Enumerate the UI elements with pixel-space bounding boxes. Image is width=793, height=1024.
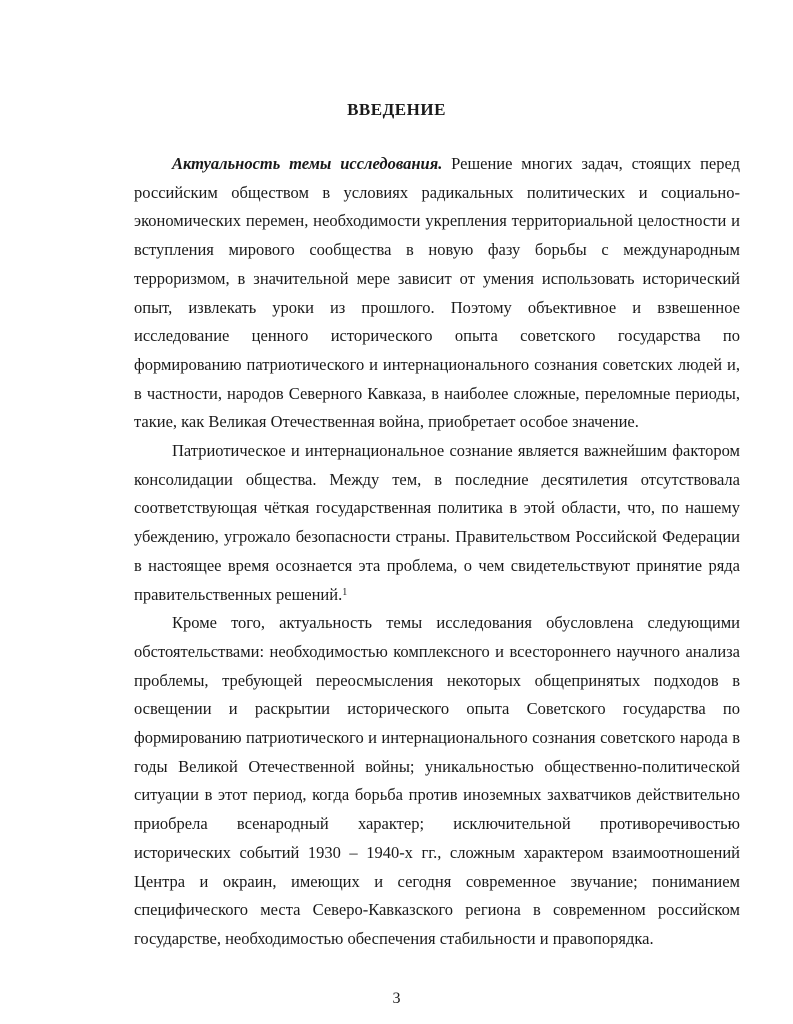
paragraph-text: Кроме того, актуальность темы исследования обусловлена следующими обстоятельствами: необходимостью комплексного и всестороннего научного анализа проблемы, требующей переосмысления некоторых общепринятых подходов в освещении и раскрытии исторического опыта Советского государства по формированию патриотического и интернационального сознания советского народа в годы Великой Отечественной войны; уникальностью общественно-политической ситуации в этот период, когда борьба против иноземных захватчиков действительно приобрела всенародный характер; исключительной противоречивостью исторических событий 1930 – 1940-х гг., сложным характером взаимоотношений Центра и окраин, имеющих и сегодня современное звучание; пониманием специфического места Северо-Кавказского региона в современном российском государстве, необходимостью обеспечения стабильности и правопорядка. [134, 613, 740, 948]
paragraph-consolidation [134, 437, 740, 609]
section-heading: ВВЕДЕНИЕ [347, 100, 446, 119]
footnote-reference: 1 [342, 586, 348, 598]
paragraph-text: Решение многих задач, стоящих перед российским обществом в условиях радикальных политических и социально-экономических перемен, необходимости укрепления территориальной целостности и вступления мирового сообщества в новую фазу борьбы с международным терроризмом, в значительной мере зависит от умения использовать исторический опыт, извлекать уроки из прошлого. Поэтому объективное и взвешенное исследование ценного исторического опыта советского государства по формированию патриотического и интернационального сознания советских людей и, в частности, народов Северного Кавказа, в наиболее сложные, переломные периоды, такие, как Великая Отечественная война, приобретает особое значение. [134, 154, 740, 432]
paragraph-lead-in: Актуальность темы исследования. [172, 154, 443, 173]
page-number: 3 [392, 990, 401, 1007]
paragraph-circumstances [134, 609, 740, 953]
paragraph-text: Патриотическое и интернациональное сознание является важнейшим фактором консолидации общества. Между тем, в последние десятилетия отсутствовала соответствующая чёткая государственная политика в этой области, что, по нашему убеждению, угрожало безопасности страны. Правительством Российской Федерации в настоящее время осознается эта проблема, о чем свидетельствуют принятие ряда правительственных решений. [134, 441, 740, 604]
body-text [134, 150, 740, 954]
paragraph-relevance [134, 150, 740, 437]
